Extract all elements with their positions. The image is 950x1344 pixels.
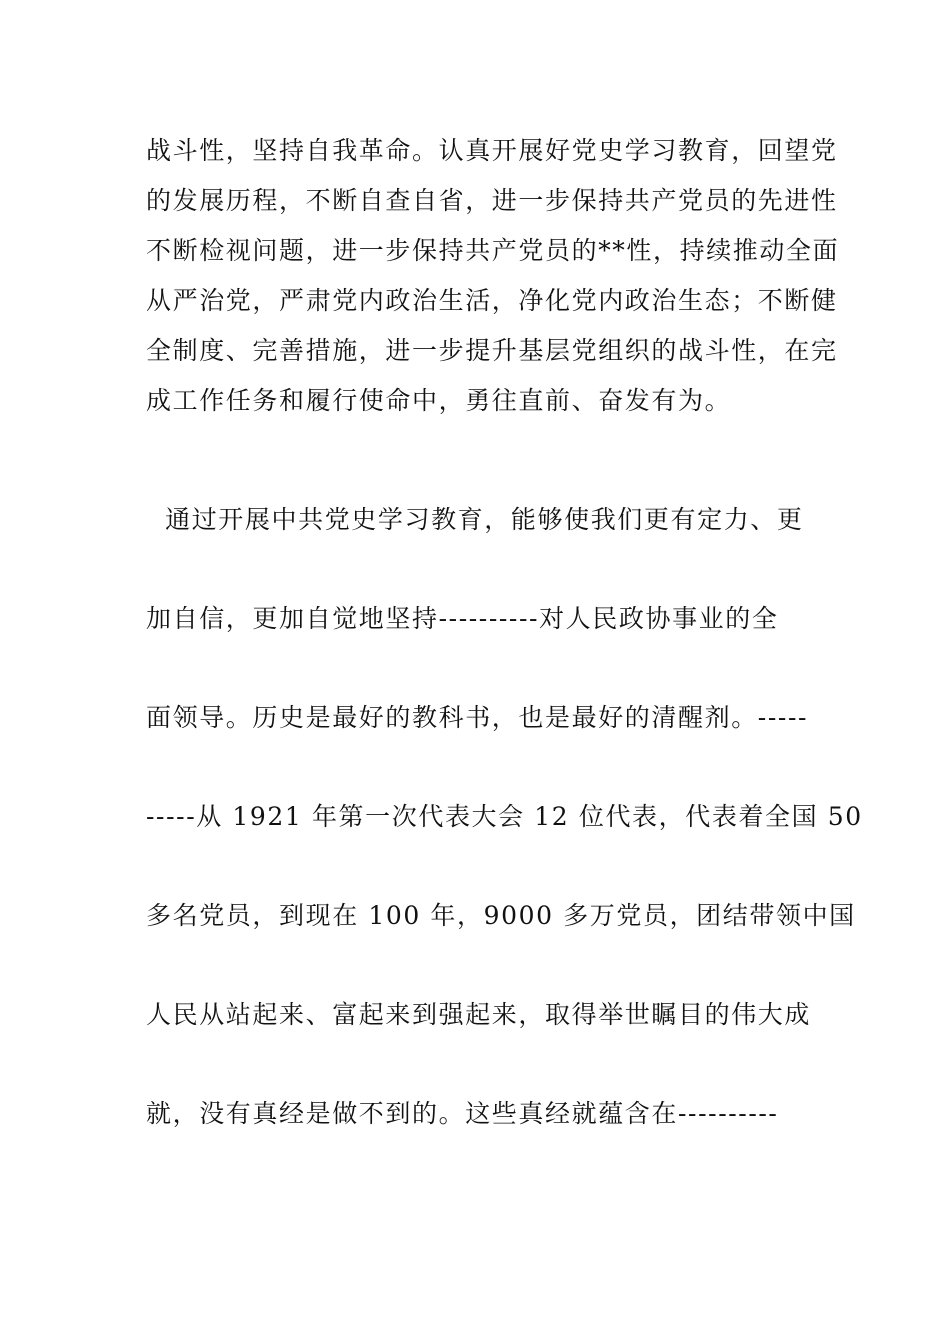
text-line: 全制度、完善措施，进一步提升基层党组织的战斗性，在完	[146, 336, 838, 365]
text-line: -----从 1921 年第一次代表大会 12 位代表，代表着全国 50	[146, 802, 863, 831]
text-line: 从严治党，严肃党内政治生活，净化党内政治生态；不断健	[146, 286, 838, 315]
text-line: 战斗性，坚持自我革命。认真开展好党史学习教育，回望党	[146, 136, 838, 165]
text-line: 多名党员，到现在 100 年，9000 多万党员，团结带领中国	[146, 901, 856, 930]
text-line: 人民从站起来、富起来到强起来，取得举世瞩目的伟大成	[146, 1000, 812, 1029]
text-line: 的发展历程，不断自查自省，进一步保持共产党员的先进性	[146, 186, 838, 215]
text-line: 成工作任务和履行使命中，勇往直前、奋发有为。	[146, 386, 732, 415]
text-line: 就，没有真经是做不到的。这些真经就蕴含在----------	[146, 1099, 779, 1128]
text-line: 面领导。历史是最好的教科书，也是最好的清醒剂。-----	[146, 703, 809, 732]
text-line: 加自信，更加自觉地坚持----------对人民政协事业的全	[146, 604, 779, 633]
text-line: 通过开展中共党史学习教育，能够使我们更有定力、更	[146, 505, 804, 534]
text-line: 不断检视问题，进一步保持共产党员的**性，持续推动全面	[146, 236, 840, 265]
